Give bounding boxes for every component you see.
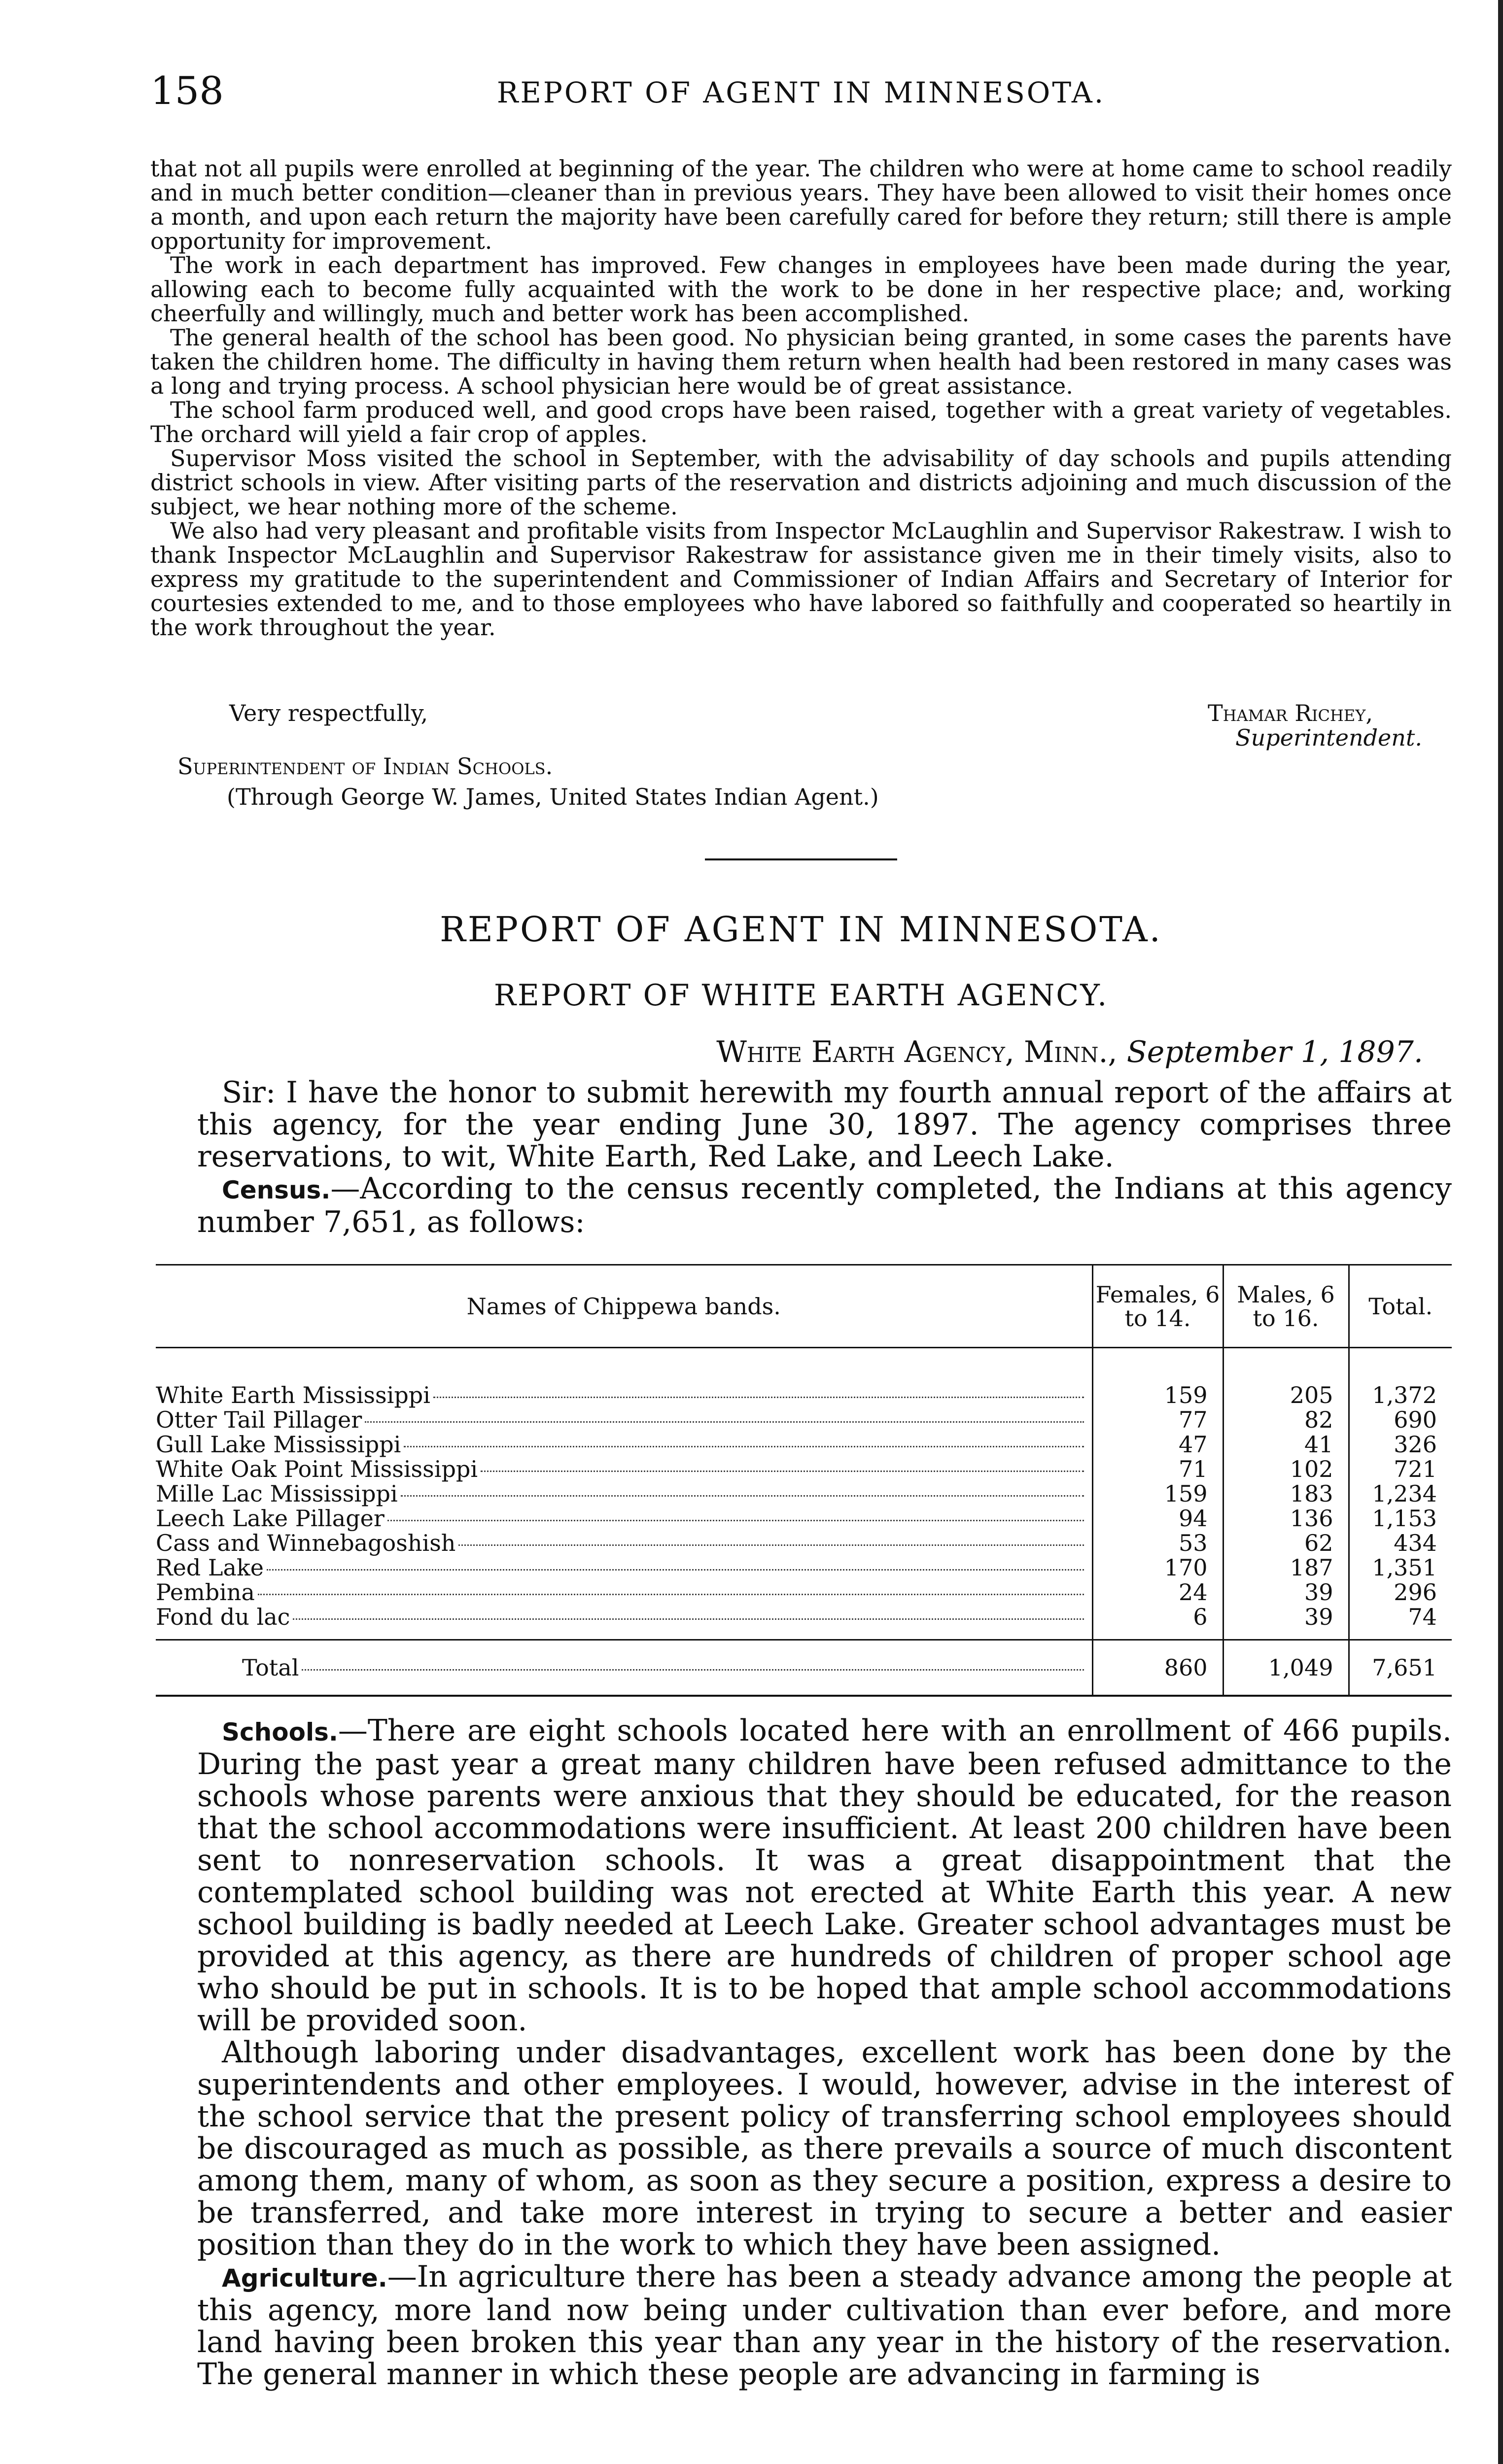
agriculture-text: —In agriculture there has been a steady advance among the people at this agency, more land now being under cultivation than ever before, and more land having been broken this year than any year in the history of the reservation. The general manner in which these people are advancing in farming is	[197, 2259, 1452, 2392]
signer-name: Thamar Richey,	[1207, 700, 1373, 726]
census-text: —According to the census recently completed, the Indians at this agency number 7,651, as follows:	[197, 1171, 1452, 1239]
table-row	[156, 1506, 1452, 1531]
paragraph: The work in each department has improved. Few changes in employees have been made during the year, allowing each to become fully acquainted with the work to be done in her respective place; and, working cheerfully and willingly, much and better work has been accomplished.	[150, 252, 1452, 327]
addressee: Superintendent of Indian Schools.	[177, 753, 553, 780]
males-cell: 187	[1223, 1555, 1349, 1580]
total-cell: 1,372	[1349, 1383, 1452, 1407]
band-name: Red Lake	[156, 1554, 264, 1581]
males-cell: 39	[1223, 1580, 1349, 1605]
header-total: Total.	[1349, 1265, 1452, 1348]
females-cell: 53	[1092, 1531, 1223, 1555]
scan-edge-right	[1498, 0, 1503, 2464]
census-paragraph	[197, 1173, 1452, 1238]
band-name: Leech Lake Pillager	[156, 1505, 384, 1532]
band-name: Mille Lac Mississippi	[156, 1480, 398, 1507]
salutation-paragraph: Sir: I have the honor to submit herewith my fourth annual report of the affairs at this agency, for the year ending June 30, 1897. The agency comprises three reservations, to wit, White Earth, Red Lake, and Leech Lake.	[197, 1075, 1452, 1174]
closing: Very respectfully,	[229, 700, 428, 726]
header-males: Males, 6 to 16.	[1223, 1265, 1349, 1348]
running-title: REPORT OF AGENT IN MINNESOTA.	[496, 76, 1106, 109]
females-cell: 159	[1092, 1481, 1223, 1506]
total-cell: 74	[1349, 1605, 1452, 1640]
table-row	[156, 1432, 1452, 1457]
page-number: 158	[150, 69, 224, 113]
total-cell: 326	[1349, 1432, 1452, 1457]
band-name: Gull Lake Mississippi	[156, 1431, 401, 1458]
paragraph: Supervisor Moss visited the school in September, with the advisability of day schools and pupils attending district schools in view. After visiting parts of the reservation and districts adjoining and much discussion of the subject, we hear nothing more of the scheme.	[150, 445, 1452, 520]
dateline-place: White Earth Agency, Minn.,	[716, 1035, 1118, 1069]
band-name: Fond du lac	[156, 1604, 290, 1630]
females-cell: 24	[1092, 1580, 1223, 1605]
total-cell: 690	[1349, 1407, 1452, 1432]
males-cell: 62	[1223, 1531, 1349, 1555]
signature-block	[150, 700, 1422, 754]
males-cell: 136	[1223, 1506, 1349, 1531]
males-cell: 102	[1223, 1457, 1349, 1481]
census-table	[156, 1264, 1452, 1697]
dateline-date: September 1, 1897.	[1126, 1035, 1423, 1069]
males-cell: 205	[1223, 1383, 1349, 1407]
total-cell: 1,234	[1349, 1481, 1452, 1506]
schools-text: —There are eight schools located here with an enrollment of 466 pupils. During the past year a great many children have been refused admittance to the schools whose parents were anxious that they should be educated, for the reason that the school accommodations were insufficient. At least 200 children have been sent to nonreservation schools. It was a great disappointment that the contemplated school building was not erected at White Earth this year. A new school building is badly needed at Leech Lake. Greater school advantages must be provided at this agency, as there are hundreds of children of proper school age who should be put in schools. It is to be hoped that ample school accommodations will be provided soon.	[197, 1713, 1452, 2038]
report-heading: REPORT OF AGENT IN MINNESOTA.	[440, 909, 1162, 950]
females-cell: 47	[1092, 1432, 1223, 1457]
total-cell: 721	[1349, 1457, 1452, 1481]
report-intro	[197, 1077, 1452, 1238]
through-line: (Through George W. James, United States Indian Agent.)	[227, 784, 879, 810]
females-cell: 159	[1092, 1383, 1223, 1407]
table-spacer	[156, 1348, 1452, 1383]
schools-paragraph	[197, 1715, 1452, 2037]
females-cell: 6	[1092, 1605, 1223, 1640]
band-name: Cass and Winnebagoshish	[156, 1530, 456, 1556]
females-cell: 77	[1092, 1407, 1223, 1432]
table-row	[156, 1481, 1452, 1506]
running-head	[150, 69, 1452, 118]
females-cell: 170	[1092, 1555, 1223, 1580]
schools-label: Schools.	[222, 1718, 338, 1746]
report-subheading: REPORT OF WHITE EARTH AGENCY.	[493, 978, 1109, 1013]
total-label: Total	[242, 1654, 299, 1681]
signer-title: Superintendent.	[1235, 724, 1422, 751]
agriculture-paragraph	[197, 2261, 1452, 2391]
table-row	[156, 1531, 1452, 1555]
table-total-row	[156, 1640, 1452, 1696]
band-name: Otter Tail Pillager	[156, 1406, 362, 1433]
report-body	[197, 1715, 1452, 2391]
total-cell: 1,153	[1349, 1506, 1452, 1531]
section-divider	[705, 858, 897, 860]
table-row	[156, 1605, 1452, 1640]
total-cell: 1,351	[1349, 1555, 1452, 1580]
table-row	[156, 1457, 1452, 1481]
band-name: Pembina	[156, 1579, 255, 1606]
dateline	[716, 1035, 1423, 1069]
paragraph: We also had very pleasant and profitable visits from Inspector McLaughlin and Supervisor Rakestraw. I wish to thank Inspector McLaughlin and Supervisor Rakestraw for assistance given me in their timely visits, also to express my gratitude to the superintendent and Commissioner of Indian Affairs and Secretary of Interior for courtesies extended to me, and to those employees who have labored so faithfully and cooperated so heartily in the work throughout the year.	[150, 517, 1452, 641]
band-name: White Earth Mississippi	[156, 1382, 430, 1408]
paragraph: The school farm produced well, and good crops have been raised, together with a great variety of vegetables. The orchard will yield a fair crop of apples.	[150, 397, 1452, 447]
table-header-row	[156, 1265, 1452, 1348]
census-label: Census.	[222, 1176, 331, 1204]
males-cell: 41	[1223, 1432, 1349, 1457]
header-band-name: Names of Chippewa bands.	[156, 1265, 1092, 1348]
females-cell: 94	[1092, 1506, 1223, 1531]
disadvantages-paragraph: Although laboring under disadvantages, excellent work has been done by the superintendents and other employees. I would, however, advise in the interest of the school service that the present policy of transferring school employees should be discouraged as much as possible, as there prevails a source of much discontent among them, many of whom, as soon as they secure a position, express a desire to be transferred, and take more interest in trying to secure a better and easier position than they do in the work to which they have been assigned.	[197, 2035, 1452, 2262]
males-cell: 183	[1223, 1481, 1349, 1506]
males-cell: 82	[1223, 1407, 1349, 1432]
total-cell: 434	[1349, 1531, 1452, 1555]
paragraph: The general health of the school has been good. No physician being granted, in some cases the parents have taken the children home. The difficulty in having them return when health had been restored in many cases was a long and trying process. A school physician here would be of great assistance.	[150, 324, 1452, 399]
paragraph: that not all pupils were enrolled at beginning of the year. The children who were at home came to school readily and in much better condition—cleaner than in previous years. They have been allowed to visit their homes once a month, and upon each return the majority have been carefully cared for before they return; still there is ample opportunity for improvement.	[150, 155, 1452, 254]
table-row	[156, 1580, 1452, 1605]
grand-total: 7,651	[1349, 1640, 1452, 1696]
males-total: 1,049	[1223, 1640, 1349, 1696]
header-females: Females, 6 to 14.	[1092, 1265, 1223, 1348]
total-cell: 296	[1349, 1580, 1452, 1605]
table-row	[156, 1555, 1452, 1580]
agriculture-label: Agriculture.	[222, 2264, 387, 2293]
table-row	[156, 1407, 1452, 1432]
band-name: White Oak Point Mississippi	[156, 1456, 478, 1482]
previous-report-body	[150, 157, 1452, 640]
males-cell: 39	[1223, 1605, 1349, 1640]
females-cell: 71	[1092, 1457, 1223, 1481]
females-total: 860	[1092, 1640, 1223, 1696]
table-row	[156, 1383, 1452, 1407]
